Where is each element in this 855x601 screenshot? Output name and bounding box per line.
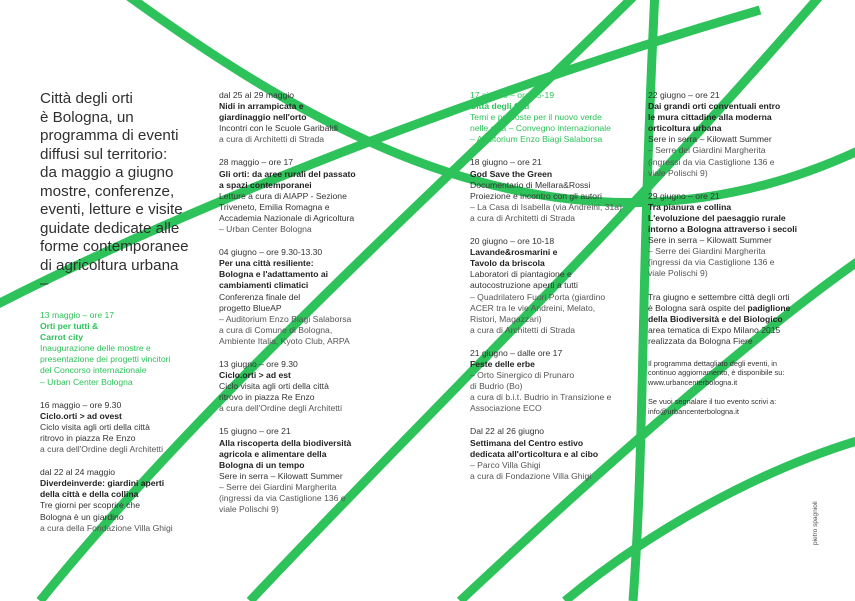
event-location: – Serre dei Giardini Margherita (648, 145, 766, 156)
event-date: dal 22 al 24 maggio (40, 467, 116, 478)
event-date: 04 giugno – ore 9.30-13.30 (219, 247, 323, 258)
event-description: Inaugurazione delle mostre e (40, 343, 151, 354)
event-description: ritrovo in piazza Re Enzo (40, 432, 136, 443)
event-description: Documentario di Mellara&Rossi (470, 179, 591, 190)
event-description: Ciclo visita agli orti della città (219, 381, 329, 392)
event-item (219, 157, 389, 235)
event-item (219, 426, 389, 515)
events-column-1 (40, 310, 210, 546)
event-item (219, 90, 389, 145)
intro-line: programma di eventi (40, 127, 179, 144)
expo-note-text: è Bologna sarà ospite del (648, 302, 748, 313)
event-description: Sere in serra – Kilowatt Summer (219, 470, 343, 481)
event-description: Conferenza finale del (219, 291, 301, 302)
event-description: Laboratori di piantagione e (470, 269, 572, 280)
event-description: Incontri con le Scuole Garibaldi (219, 123, 338, 134)
event-item (40, 310, 210, 388)
intro-line: da maggio a giugno (40, 164, 174, 181)
event-title: Bologna e l'adattamento ai (219, 269, 329, 280)
event-location: – Serre dei Giardini Margherita (648, 246, 766, 257)
event-title: Diverdeinverde: giardini aperti (40, 478, 165, 489)
events-column-2 (219, 90, 389, 527)
event-description: Letture a cura di AIAPP - Sezione (219, 190, 347, 201)
event-location: (ingressi da via Castiglione 136 e (219, 493, 346, 503)
expo-note-line: realizzata da Bologna Fiere (648, 335, 753, 346)
event-location: Ristori, Magazzari) (470, 313, 542, 324)
event-description: Sere in serra – Kilowatt Summer (648, 235, 772, 246)
event-date: 20 giugno – ore 10-18 (470, 236, 555, 247)
event-location: viale Polischi 9) (648, 167, 708, 178)
event-location: a cura di Comune di Bologna, (219, 324, 333, 335)
event-item (470, 426, 640, 481)
intro-line: diffusi sul territorio: (40, 145, 168, 163)
event-title: Gli orti: da aree rurali del passato (219, 168, 356, 179)
event-description: autocostruzione aperti a tutti (470, 280, 578, 291)
event-date: 13 maggio – ore 17 (40, 310, 115, 320)
event-location: a cura di Architetti di Strada (219, 134, 325, 145)
event-item (648, 90, 818, 179)
program-info (648, 359, 818, 387)
event-location: (ingressi da via Castiglione 136 e (648, 257, 775, 268)
event-date: 18 giugno – ore 21 (470, 157, 542, 168)
expo-note-bold: padiglione (747, 302, 791, 313)
event-description: ritrovo in piazza Re Enzo (219, 392, 315, 403)
photo-credit: pietro spagnioli (812, 501, 819, 545)
info-line: continuo aggiornamento, è disponibile su: (648, 368, 785, 378)
event-title: Città degli Orti (470, 101, 530, 112)
expo-note (648, 292, 818, 347)
event-location: – Quadrilatero Fuori Porta (giardino (470, 291, 606, 302)
event-title: Settimana del Centro estivo (470, 437, 584, 448)
event-title: Per una città resiliente: (219, 258, 314, 269)
event-date: 28 maggio – ore 17 (219, 157, 294, 168)
event-title: God Save the Green (470, 168, 553, 179)
event-description: Sere in serra – Kilowatt Summer (648, 134, 772, 145)
event-location: a cura di Architetti di Strada (470, 324, 576, 335)
event-title: Tra pianura e collina (648, 201, 732, 212)
event-location: a cura di b.i.t. Budrio in Transizione e (470, 392, 612, 403)
event-description: del Concorso internazionale (40, 365, 147, 376)
event-title: Ciclo.orti > ad ovest (40, 410, 122, 421)
event-location: a cura di Architetti di Strada (470, 212, 576, 223)
expo-note-line: area tematica di Expo Milano 2015 (648, 324, 781, 335)
event-date: Dal 22 al 26 giugno (470, 426, 545, 437)
event-title: cambiamenti climatici (219, 280, 309, 291)
intro-line: – (40, 275, 49, 292)
event-location: a cura dell'Ordine degli Architetti (219, 403, 342, 414)
event-title: L'evoluzione del paesaggio rurale (648, 212, 786, 223)
intro-line: forme contemporanee (40, 238, 189, 255)
intro-line: di agricoltura urbana (40, 256, 179, 274)
event-description: nelle città – Convegno internazionale (470, 123, 611, 134)
event-item (40, 467, 210, 534)
event-location: viale Polischi 9) (648, 268, 708, 279)
event-date: 29 giugno – ore 21 (648, 190, 720, 201)
event-location: a cura dell'Ordine degli Architetti (40, 444, 163, 455)
event-description: progetto BlueAP (219, 302, 282, 313)
event-title: a spazi contemporanei (219, 179, 312, 190)
event-location: – Parco Villa Ghigi (470, 459, 541, 470)
event-description: Bologna è un giardino (40, 511, 124, 522)
event-location: – La Casa di Isabella (via Andreini, 31a) (470, 201, 622, 212)
event-date: 15 giugno – ore 21 (219, 426, 291, 437)
event-date: 17 giugno – ore 15-19 (470, 90, 555, 100)
event-title: Nidi in arrampicata e (219, 101, 304, 112)
expo-note-bold: della Biodiversità e del Biologico (648, 313, 783, 324)
event-description: Proiezione e incontro con gli autori (470, 190, 602, 201)
website-link[interactable]: www.urbancenterbologna.it (648, 377, 738, 387)
event-item (470, 236, 640, 336)
event-title: le mura cittadine alla moderna (648, 112, 772, 123)
event-location: – Serre dei Giardini Margherita (219, 481, 337, 492)
event-item (470, 157, 640, 224)
event-location: (ingressi da via Castiglione 136 e (648, 156, 775, 167)
event-title: Tavolo da briscola (470, 258, 545, 269)
event-location: – Orto Sinergico di Prunaro (470, 370, 575, 381)
intro-line: mostre, conferenze, (40, 182, 175, 200)
event-description: Triveneto, Emilia Romagna e (219, 201, 330, 212)
event-title: dedicata all'orticoltura e al cibo (470, 448, 599, 459)
intro-line: eventi, letture e visite (40, 201, 183, 218)
intro-text (40, 90, 205, 294)
event-description: Ciclo visita agli orti della città (40, 421, 150, 432)
event-title: Carrot city (40, 332, 83, 343)
event-item (470, 90, 640, 145)
event-title: Ciclo.orti > ad est (219, 370, 291, 381)
event-item (40, 400, 210, 455)
event-title: orticoltura urbana (648, 123, 722, 134)
intro-line: Città degli orti (40, 90, 133, 107)
info-line: Il programma dettagliato degli eventi, in (648, 358, 777, 368)
event-title: Dai grandi orti conventuali entro (648, 101, 781, 112)
event-description: Tre giorni per scoprire che (40, 500, 140, 511)
event-description: presentazione dei progetti vincitori (40, 354, 171, 365)
event-location: ACER tra le vie Andreini, Melato, (470, 302, 596, 313)
event-location: di Budrio (Bo) (470, 381, 523, 392)
event-description: Accademia Nazionale di Agricoltura (219, 212, 355, 223)
event-location: viale Polischi 9) (219, 504, 279, 515)
events-list (648, 90, 818, 280)
event-title: intorno a Bologna attraverso i secoli (648, 224, 797, 235)
event-item (648, 191, 818, 280)
email-link[interactable]: info@urbancenterbologna.it (648, 406, 739, 416)
event-location: a cura della Fondazione Villa Ghigi (40, 522, 173, 533)
event-date: dal 25 al 29 maggio (219, 90, 295, 100)
intro-line: è Bologna, un (40, 108, 134, 126)
expo-note-line: Tra giugno e settembre città degli orti (648, 291, 790, 302)
contact-info (648, 397, 818, 416)
event-title: della città e della collina (40, 489, 139, 500)
event-location: Ambiente Italia, Kyoto Club, ARPA (219, 335, 350, 346)
events-column-3 (470, 90, 640, 494)
event-location: Associazione ECO (470, 403, 542, 414)
intro-line: guidate dedicate alle (40, 219, 180, 237)
event-title: Orti per tutti & (40, 321, 99, 332)
event-date: 13 giugno – ore 9.30 (219, 358, 298, 369)
event-item (470, 348, 640, 415)
event-location: – Urban Center Bologna (40, 376, 133, 387)
events-column-4 (648, 90, 818, 426)
event-item (219, 247, 389, 347)
expo-note-line (648, 314, 818, 325)
event-title: Feste delle erbe (470, 358, 535, 369)
event-title: giardinaggio nell'orto (219, 112, 307, 123)
event-location: – Urban Center Bologna (219, 224, 312, 235)
event-date: 22 giugno – ore 21 (648, 90, 720, 100)
event-title: Lavande&rosmarini e (470, 247, 558, 258)
event-description: Temi e proposte per il nuovo verde (470, 112, 602, 123)
event-location: – Auditorium Enzo Biagi Salaborsa (470, 134, 603, 145)
event-location: a cura di Fondazione Villa Ghigi (470, 470, 592, 481)
event-item (219, 359, 389, 414)
event-date: 16 maggio – ore 9.30 (40, 399, 122, 410)
event-title: agricola e alimentare della (219, 448, 327, 459)
event-date: 21 giugno – dalle ore 17 (470, 347, 563, 358)
contact-line: Se vuoi segnalare il tuo evento scrivi a: (648, 397, 777, 407)
expo-note-line (648, 303, 818, 314)
event-title: Alla riscoperta della biodiversità (219, 437, 352, 448)
event-location: – Auditorium Enzo Biagi Salaborsa (219, 313, 352, 324)
event-title: Bologna di un tempo (219, 459, 305, 470)
